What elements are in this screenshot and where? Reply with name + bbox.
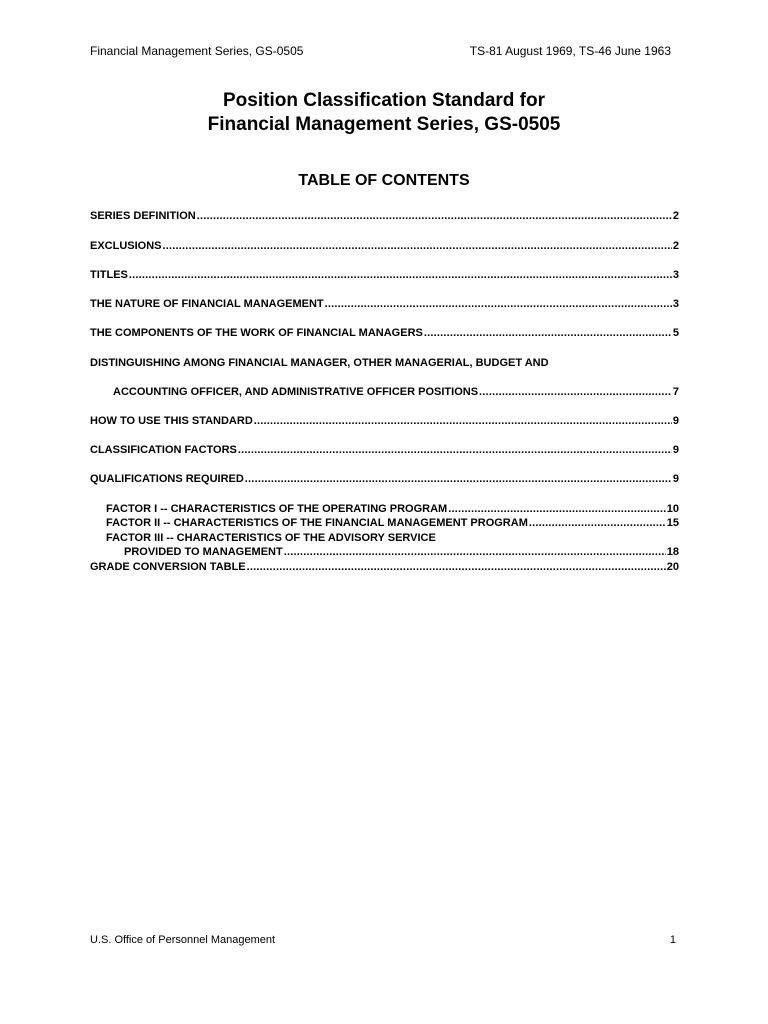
dot-leader [247,560,666,575]
toc-entry-label: EXCLUSIONS [90,240,162,252]
toc-entry-page: 3 [672,298,679,310]
dot-leader [424,326,672,341]
toc-entry-factor-1[interactable] [106,502,679,517]
toc-entry-page: 2 [672,210,679,222]
toc-entry-label: TITLES [90,269,128,281]
toc-entry-titles[interactable] [90,268,679,283]
title-line-1: Position Classification Standard for [223,90,545,111]
toc-entry-factor-3-line-1[interactable]: FACTOR III -- CHARACTERISTICS OF THE ADVISORY SERVICE [106,532,436,544]
toc-entry-label: CLASSIFICATION FACTORS [90,444,237,456]
toc-entry-grade-conversion-table[interactable] [90,560,679,575]
toc-entry-nature-of-financial-management[interactable] [90,297,679,312]
toc-entry-distinguishing-line-1[interactable]: DISTINGUISHING AMONG FINANCIAL MANAGER, OTHER MANAGERIAL, BUDGET AND [90,357,549,369]
dot-leader [163,239,672,254]
toc-entry-classification-factors[interactable] [90,443,679,458]
dot-leader [284,545,666,560]
dot-leader [238,443,672,458]
toc-entry-exclusions[interactable] [90,239,679,254]
toc-entry-components-of-work[interactable] [90,326,679,341]
running-header-title: Financial Management Series, GS-0505 [90,44,304,58]
toc-entry-qualifications-required[interactable] [90,472,679,487]
toc-entry-page: 9 [672,415,679,427]
footer-page-number: 1 [669,934,676,946]
dot-leader [479,385,672,400]
toc-entry-page: 5 [672,327,679,339]
toc-entry-label: GRADE CONVERSION TABLE [90,561,246,573]
toc-entry-page: 3 [672,269,679,281]
document-title [0,89,768,137]
dot-leader [197,209,672,224]
toc-entry-label: ACCOUNTING OFFICER, AND ADMINISTRATIVE OFFICER POSITIONS [113,386,479,398]
toc-entry-factor-2[interactable] [106,516,679,531]
footer-organization: U.S. Office of Personnel Management [90,934,276,946]
dot-leader [254,414,672,429]
dot-leader [245,472,672,487]
toc-entry-label: PROVIDED TO MANAGEMENT [124,546,283,558]
title-line-2: Financial Management Series, GS-0505 [207,114,561,135]
toc-entry-label: THE COMPONENTS OF THE WORK OF FINANCIAL MANAGERS [90,327,423,339]
running-header-dates: TS-81 August 1969, TS-46 June 1963 [469,44,671,58]
toc-entry-label: THE NATURE OF FINANCIAL MANAGEMENT [90,298,324,310]
toc-entry-page: 18 [666,546,679,558]
toc-entry-label: FACTOR II -- CHARACTERISTICS OF THE FINANCIAL MANAGEMENT PROGRAM [106,517,528,529]
toc-heading: TABLE OF CONTENTS [298,172,470,189]
toc-entry-how-to-use[interactable] [90,414,679,429]
toc-entry-factor-3-line-2[interactable] [124,545,679,560]
toc-entry-page: 15 [666,517,679,529]
toc-entry-label: QUALIFICATIONS REQUIRED [90,473,244,485]
toc-entry-page: 10 [666,503,679,515]
toc-entry-label: HOW TO USE THIS STANDARD [90,415,253,427]
dot-leader [129,268,672,283]
dot-leader [448,502,666,517]
toc-entry-series-definition[interactable] [90,209,679,224]
toc-entry-label: FACTOR I -- CHARACTERISTICS OF THE OPERATING PROGRAM [106,503,448,515]
toc-entry-label: SERIES DEFINITION [90,210,196,222]
toc-entry-distinguishing-line-2[interactable] [113,385,679,400]
toc-entry-page: 9 [672,444,679,456]
dot-leader [529,516,666,531]
toc-entry-page: 9 [672,473,679,485]
toc-entry-page: 2 [672,240,679,252]
dot-leader [325,297,672,312]
toc-entry-page: 20 [666,561,679,573]
toc-entry-page: 7 [672,386,679,398]
